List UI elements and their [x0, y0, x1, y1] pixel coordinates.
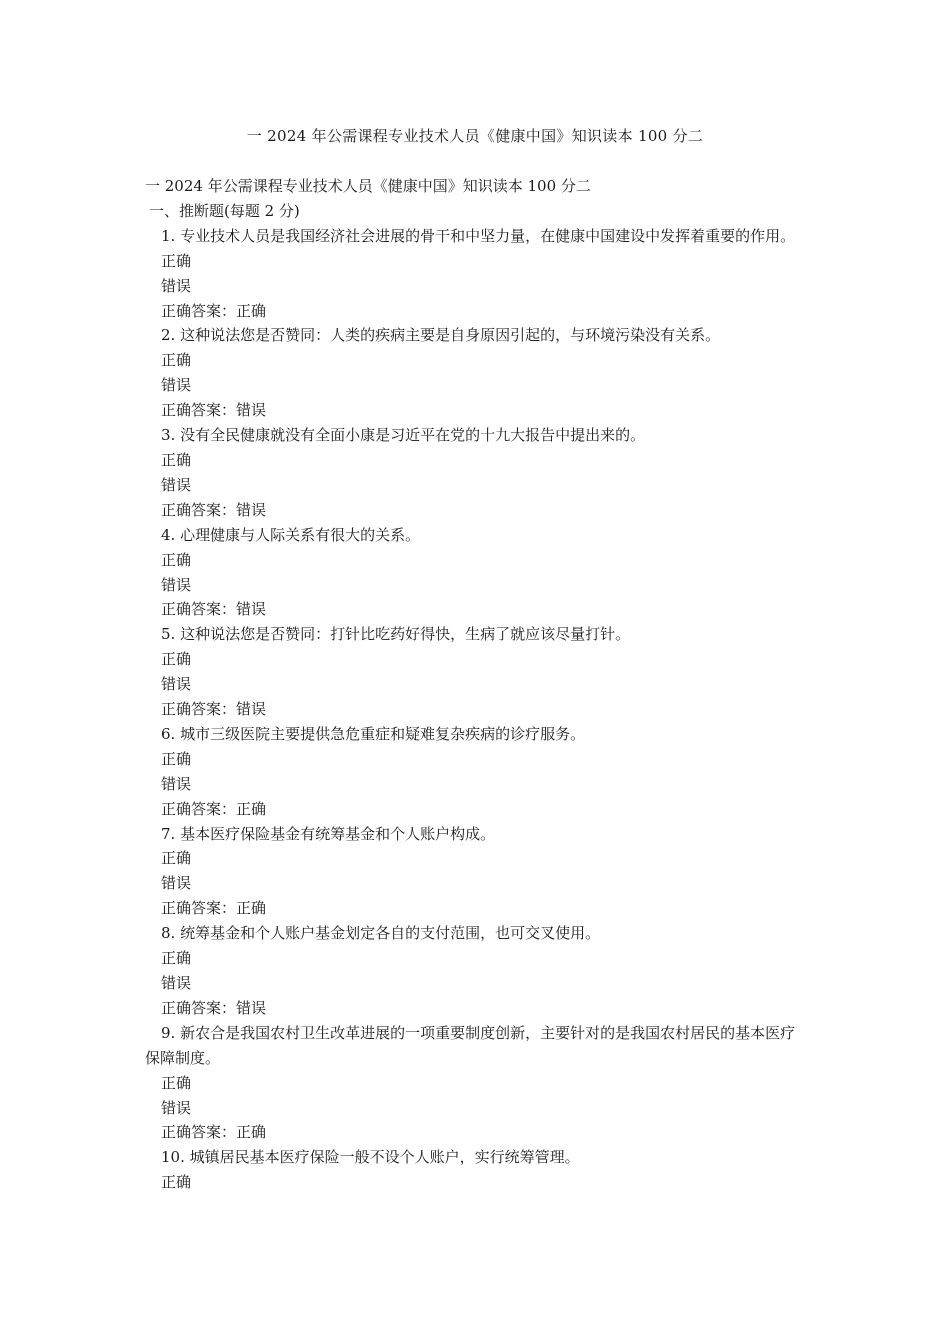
option-true: 正确 [161, 1073, 192, 1092]
option-true: 正确 [161, 650, 192, 669]
answer-line: 正确答案：错误 [161, 401, 267, 420]
question-text: 5. 这种说法您是否赞同：打针比吃药好得快，生病了就应该尽量打针。 [161, 625, 631, 644]
question-6 [145, 722, 805, 822]
option-false: 错误 [161, 774, 192, 793]
question-3 [145, 423, 805, 523]
option-false: 错误 [161, 974, 192, 992]
question-4 [145, 523, 805, 623]
option-false: 错误 [161, 575, 192, 594]
option-false: 错误 [161, 874, 192, 893]
option-false: 错误 [161, 376, 192, 395]
question-text: 7. 基本医疗保险基金有统筹基金和个人账户构成。 [161, 824, 496, 843]
answer-line: 正确答案：正确 [161, 1123, 267, 1142]
option-true: 正确 [161, 450, 192, 469]
section-heading: 一、推断题(每题 2 分) [149, 201, 300, 220]
answer-line: 正确答案：错误 [161, 700, 267, 719]
answer-line: 正确答案：正确 [161, 799, 267, 818]
option-true: 正确 [161, 550, 192, 569]
answer-line: 正确答案：正确 [161, 899, 267, 918]
question-5 [145, 622, 805, 722]
option-true: 正确 [161, 251, 192, 270]
document-subtitle: 一 2024 年公需课程专业技术人员《健康中国》知识读本 100 分二 [145, 177, 591, 195]
question-2 [145, 323, 805, 423]
question-text: 6. 城市三级医院主要提供急危重症和疑难复杂疾病的诊疗服务。 [161, 724, 586, 743]
question-8 [145, 921, 805, 1021]
option-false: 错误 [161, 675, 192, 694]
answer-line: 正确答案：正确 [161, 301, 267, 320]
question-10 [145, 1145, 805, 1195]
question-text: 8. 统筹基金和个人账户基金划定各自的支付范围，也可交叉使用。 [161, 924, 601, 943]
question-text: 1. 专业技术人员是我国经济社会进展的骨干和中坚力量，在健康中国建设中发挥着重要的作用。 [161, 226, 796, 245]
option-true: 正确 [161, 849, 192, 868]
option-true: 正确 [161, 949, 192, 968]
option-false: 错误 [161, 1098, 192, 1117]
question-text: 9. 新农合是我国农村卫生改革进展的一项重要制度创新，主要针对的是我国农村居民的基本医疗保障制度。 [145, 1023, 796, 1067]
question-9 [145, 1021, 805, 1146]
option-false: 错误 [161, 475, 192, 494]
question-1 [145, 224, 805, 324]
option-true: 正确 [161, 1173, 192, 1192]
question-text: 4. 心理健康与人际关系有很大的关系。 [161, 525, 421, 544]
option-false: 错误 [161, 276, 192, 295]
option-true: 正确 [161, 351, 192, 370]
question-text: 10. 城镇居民基本医疗保险一般不设个人账户，实行统筹管理。 [161, 1148, 580, 1167]
answer-line: 正确答案：错误 [161, 998, 267, 1017]
answer-line: 正确答案：错误 [161, 600, 267, 619]
document-body [145, 174, 805, 1195]
question-7 [145, 822, 805, 922]
answer-line: 正确答案：错误 [161, 500, 267, 519]
option-true: 正确 [161, 749, 192, 768]
question-text: 2. 这种说法您是否赞同：人类的疾病主要是自身原因引起的，与环境污染没有关系。 [161, 326, 721, 345]
question-text: 3. 没有全民健康就没有全面小康是习近平在党的十九大报告中提出来的。 [161, 426, 646, 445]
document-title: 一 2024 年公需课程专业技术人员《健康中国》知识读本 100 分二 [246, 127, 704, 145]
